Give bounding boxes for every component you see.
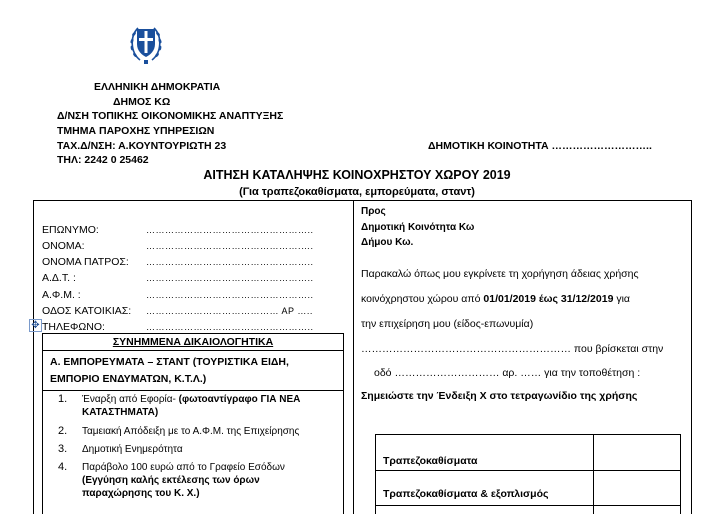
item-1-plain: Έναρξη από Εφορία- xyxy=(82,394,176,405)
item-4-bold: (Εγγύηση καλής εκτέλεσης των όρων xyxy=(82,475,260,486)
section-a-divider xyxy=(42,390,344,391)
usage-table-right-border xyxy=(680,434,681,514)
period-text-mid: έως xyxy=(535,293,561,305)
header-line-department: ΤΜΗΜΑ ΠΑΡΟΧΗΣ ΥΠΗΡΕΣΙΩΝ xyxy=(57,125,215,137)
item-1-bold: (φωτοαντίγραφο ΓΙΑ ΝΕΑ xyxy=(178,394,301,405)
father-name-input[interactable]: …………………………………………….. xyxy=(146,257,314,267)
recipient-community: Δημοτική Κοινότητα Κω xyxy=(361,222,475,233)
item-2-number: 2. xyxy=(58,425,68,437)
period-text-post: για xyxy=(613,293,630,305)
item-3-number: 3. xyxy=(58,443,68,455)
header-line-republic: ΕΛΛΗΝΙΚΗ ΔΗΜΟΚΡΑΤΙΑ xyxy=(94,81,221,93)
usage-row-tables-equipment: Τραπεζοκαθίσματα & εξοπλισμός xyxy=(383,488,549,500)
attachments-heading-divider xyxy=(42,350,344,351)
phone-label: ΤΗΛΕΦΩΝΟ: xyxy=(42,321,105,333)
header-line-directorate: Δ/ΝΣΗ ΤΟΠΙΚΗΣ ΟΙΚΟΝΟΜΙΚΗΣ ΑΝΑΠΤΥΞΗΣ xyxy=(57,110,284,122)
request-paragraph-line3: την επιχείρηση μου (είδος-επωνυμία) xyxy=(361,318,534,330)
id-card-label: Α.Δ.Τ. : xyxy=(42,272,76,284)
community-line: ΔΗΜΟΤΙΚΗ ΚΟΙΝΟΤΗΤΑ ……………………….. xyxy=(428,140,652,152)
form-top-border xyxy=(33,200,692,201)
table-move-handle-icon[interactable]: ✥ xyxy=(29,319,42,332)
usage-row-tables-chairs: Τραπεζοκαθίσματα xyxy=(383,455,478,467)
surname-input[interactable]: …………………………………………….. xyxy=(146,225,314,235)
form-middle-divider xyxy=(353,200,354,514)
id-card-input[interactable]: …………………………………………….. xyxy=(146,273,314,283)
item-2-text: Ταμειακή Απόδειξη με το Α.Φ.Μ. της Επιχείρησης xyxy=(82,426,300,437)
item-3-text: Δημοτική Ενημερότητα xyxy=(82,444,183,455)
usage-note: Σημειώστε την Ένδειξη Χ στο τετραγωνίδιο της χρήσης xyxy=(361,390,638,402)
item-1-text xyxy=(82,394,300,407)
attachments-left-border xyxy=(42,333,43,514)
usage-row-divider-2 xyxy=(375,505,681,506)
to-label: Προς xyxy=(361,206,386,217)
business-input-line[interactable]: …………………………………………………… που βρίσκεται στην xyxy=(361,343,664,355)
date-to: 31/12/2019 xyxy=(560,293,614,305)
date-from: 01/01/2019 xyxy=(483,293,536,305)
header-line-address: ΤΑΧ.Δ/ΝΣΗ: Α.ΚΟΥΝΤΟΥΡΙΩΤΗ 23 xyxy=(57,140,227,152)
greek-coat-of-arms-emblem xyxy=(124,16,168,68)
surname-label: ΕΠΩΝΥΜΟ: xyxy=(42,224,99,236)
item-1-number: 1. xyxy=(58,393,68,405)
section-a-title-line2: ΕΜΠΟΡΙΟ ΕΝΔΥΜΑΤΩΝ, Κ.Τ.Λ.) xyxy=(50,373,207,385)
father-name-label: ΟΝΟΜΑ ΠΑΤΡΟΣ: xyxy=(42,256,129,268)
form-title: ΑΙΤΗΣΗ ΚΑΤΑΛΗΨΗΣ ΚΟΙΝΟΧΡΗΣΤΟΥ ΧΩΡΟΥ 2019 xyxy=(203,168,511,182)
street-number-input-line[interactable]: οδό ………………………… αρ. …… για την τοποθέτηση : xyxy=(374,367,641,379)
request-paragraph-line1: Παρακαλώ όπως μου εγκρίνετε τη χορήγηση άδειας χρήσης xyxy=(361,268,639,280)
section-a-title-line1: Α. ΕΜΠΟΡΕΥΜΑΤΑ – ΣΤΑΝΤ (ΤΟΥΡΙΣΤΙΚΑ ΕΙΔΗ, xyxy=(50,356,289,368)
item-4-number: 4. xyxy=(58,461,68,473)
phone-input[interactable]: …………………………………………….. xyxy=(146,322,314,332)
recipient-municipality: Δήμου Κω. xyxy=(361,237,414,248)
usage-checkbox-tables-equipment[interactable] xyxy=(594,471,679,504)
request-paragraph-line2 xyxy=(361,293,630,305)
header-line-municipality: ΔΗΜΟΣ ΚΩ xyxy=(113,96,171,108)
form-right-border xyxy=(691,200,692,514)
tax-number-label: Α.Φ.Μ. : xyxy=(42,289,81,301)
usage-table-left-border xyxy=(375,434,376,514)
usage-checkbox-tables-chairs[interactable] xyxy=(594,435,679,469)
form-left-border xyxy=(33,200,34,514)
street-label: ΟΔΟΣ ΚΑΤΟΙΚΙΑΣ: xyxy=(42,305,132,317)
attachments-right-border xyxy=(343,333,344,514)
item-4-bold-cont: παραχώρησης του Κ. Χ.) xyxy=(82,488,200,499)
attachments-heading: ΣΥΝΗΜΜΕΝΑ ΔΙΚΑΙΟΛΟΓΗΤΙΚΑ xyxy=(112,336,274,348)
item-1-bold-cont: ΚΑΤΑΣΤΗΜΑΤΑ) xyxy=(82,407,159,418)
period-text-pre: κοινόχρηστου χώρου από xyxy=(361,293,484,305)
form-subtitle: (Για τραπεζοκαθίσματα, εμπορεύματα, σταντ) xyxy=(239,186,475,198)
tax-number-input[interactable]: …………………………………………….. xyxy=(146,290,314,300)
attachments-top-border xyxy=(42,333,344,334)
name-label: ΟΝΟΜΑ: xyxy=(42,240,85,252)
name-input[interactable]: ………………………………………….…. xyxy=(146,241,314,251)
header-line-phone: ΤΗΛ: 2242 0 25462 xyxy=(57,154,149,166)
item-4-text: Παράβολο 100 ευρώ από το Γραφείο Εσόδων xyxy=(82,462,285,473)
street-input[interactable]: …………………………………… ΑΡ ….. xyxy=(146,306,313,316)
